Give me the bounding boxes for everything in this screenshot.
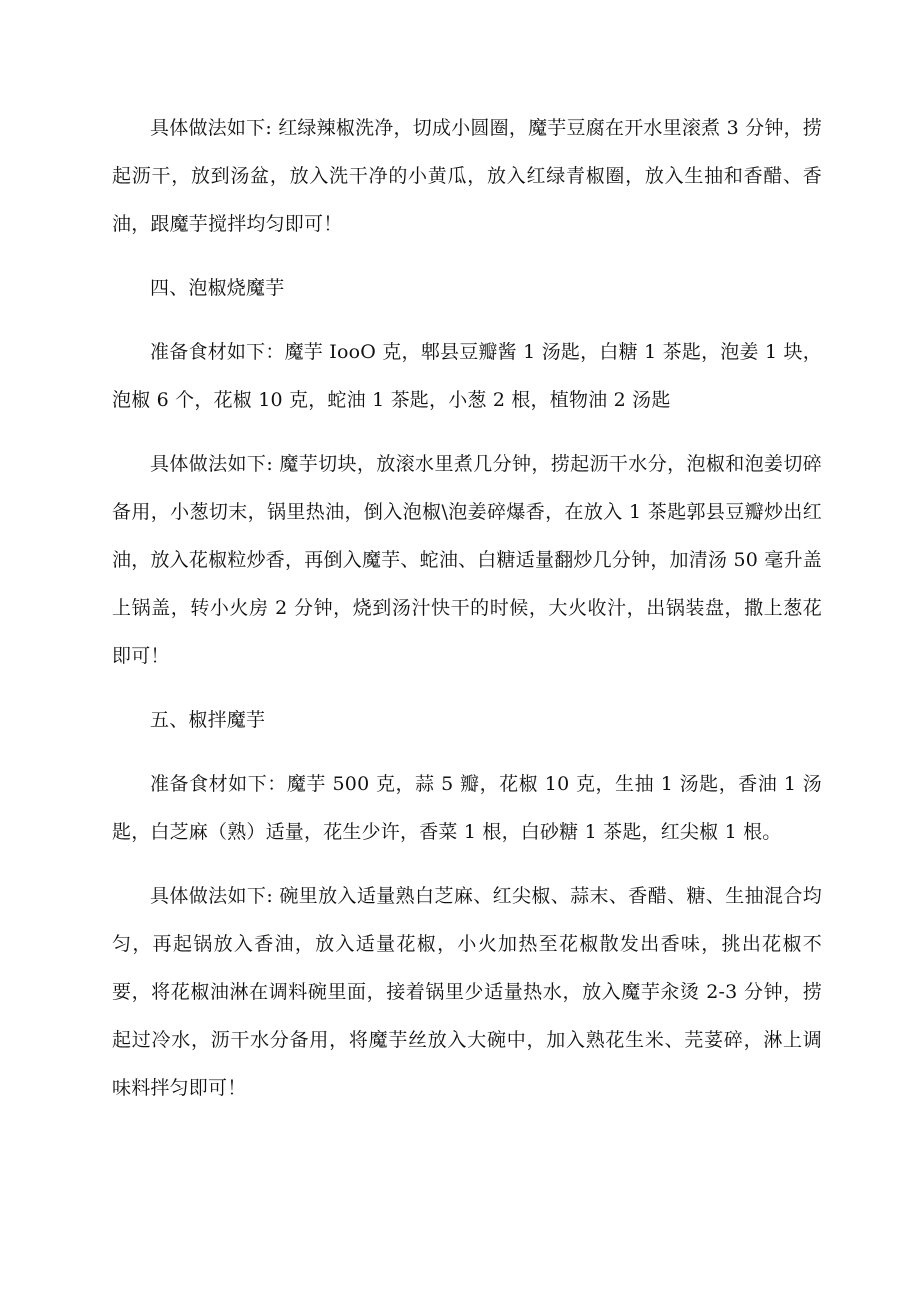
paragraph-ingredients-pepper-mixed-konjac: 准备食材如下：魔芋 500 克，蒜 5 瓣，花椒 10 克，生抽 1 汤匙，香油 1 汤匙，白芝麻（熟）适量，花生少许，香菜 1 根，白砂糖 1 茶匙，红尖椒 1 根。 [112,773,822,843]
section-heading-pickled-pepper-konjac: 四、泡椒烧魔芋 [150,277,285,299]
paragraph-ingredients-pickled-pepper-konjac: 准备食材如下：魔芋 IooO 克，郫县豆瓣酱 1 汤匙，白糖 1 茶匙，泡姜 1 块，泡椒 6 个，花椒 10 克，蛇油 1 茶匙，小葱 2 根，植物油 2 汤匙 [112,341,822,411]
section-heading-pepper-mixed-konjac: 五、椒拌魔芋 [150,709,266,731]
paragraph-method-pickled-pepper-konjac: 具体做法如下: 魔芋切块，放滚水里煮几分钟，捞起沥干水分，泡椒和泡姜切碎备用，小葱切末，锅里热油，倒入泡椒\泡姜碎爆香，在放入 1 茶匙郭县豆瓣炒出红油，放入花椒粒炒香，再倒入魔芋、蛇油、白糖适量翻炒几分钟，加清汤 50 毫升盖上锅盖，转小火房 2 分钟，烧到汤汁快干的时候，大火收汁，出锅装盘，撒上葱花即可！ [112,453,822,667]
paragraph-method-cold-konjac: 具体做法如下: 红绿辣椒洗净，切成小圆圈，魔芋豆腐在开水里滚煮 3 分钟，捞起沥干，放到汤盆，放入洗干净的小黄瓜，放入红绿青椒圈，放入生抽和香醋、香油，跟魔芋搅拌均匀即可！ [112,117,822,235]
paragraph-method-pepper-mixed-konjac: 具体做法如下: 碗里放入适量熟白芝麻、红尖椒、蒜末、香醋、糖、生抽混合均匀，再起锅放入香油，放入适量花椒，小火加热至花椒散发出香味，挑出花椒不要，将花椒油淋在调料碗里面，接着锅里少适量热水，放入魔芋汆烫 2-3 分钟，捞起过冷水，沥干水分备用，将魔芋丝放入大碗中，加入熟花生米、芫荽碎，淋上调味料拌匀即可！ [112,885,822,1099]
